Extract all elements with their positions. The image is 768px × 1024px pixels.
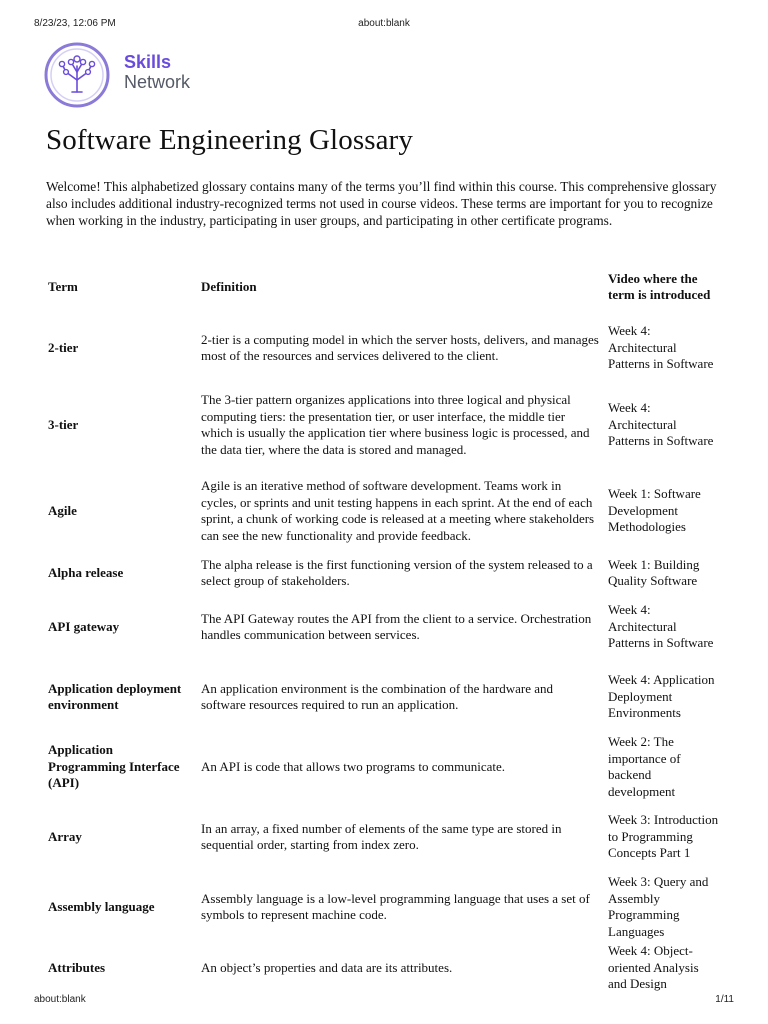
glossary-table bbox=[44, 260, 724, 994]
video-cell: Week 4: Architectural Patterns in Software bbox=[608, 323, 714, 372]
print-datetime: 8/23/23, 12:06 PM bbox=[34, 18, 116, 29]
term-cell: Application deployment environment bbox=[48, 680, 182, 712]
print-footer bbox=[0, 994, 768, 1008]
definition-cell: Agile is an iterative method of software development. Teams work in cycles, or sprints and unit testing happens in each sprint. At the end of each sprint, a chunk of working code is released at a meeting where stakeholders can see the new functionality and provide feedback. bbox=[201, 478, 595, 543]
intro-paragraph: Welcome! This alphabetized glossary contains many of the terms you’ll find within this course. This comprehensive glossary also includes additional industry-recognized terms not used in course videos. These terms are important for you to recognize when working in the industry, participating in user groups, and participating in other certificate programs. bbox=[46, 179, 717, 228]
definition-cell: An API is code that allows two programs to communicate. bbox=[201, 758, 506, 774]
definition-cell: The alpha release is the first functioning version of the system released to a select group of stakeholders. bbox=[201, 556, 593, 588]
term-cell: Array bbox=[48, 828, 82, 844]
table-header-row bbox=[44, 260, 724, 314]
print-page-title: about:blank bbox=[358, 18, 410, 29]
table-row bbox=[44, 592, 724, 662]
header-definition: Definition bbox=[201, 278, 257, 294]
print-url: about:blank bbox=[34, 994, 86, 1005]
table-row bbox=[44, 382, 724, 468]
video-cell: Week 1: Building Quality Software bbox=[608, 556, 700, 588]
definition-cell: 2-tier is a computing model in which the server hosts, delivers, and manages most of the resources and services delivered to the client. bbox=[201, 331, 599, 363]
page-title: Software Engineering Glossary bbox=[46, 124, 413, 156]
table-row bbox=[44, 942, 724, 994]
header-term: Term bbox=[48, 278, 78, 294]
print-page-number: 1/11 bbox=[715, 994, 734, 1005]
video-cell: Week 3: Introduction to Programming Concepts Part 1 bbox=[608, 812, 719, 861]
tree-network-icon bbox=[44, 42, 110, 108]
term-cell: Attributes bbox=[48, 959, 106, 975]
video-cell: Week 2: The importance of backend development bbox=[608, 734, 681, 799]
definition-cell: In an array, a fixed number of elements of the same type are stored in sequential order, starting from index zero. bbox=[201, 820, 562, 852]
term-cell: API gateway bbox=[48, 618, 120, 634]
header-video: Video where the term is introduced bbox=[608, 270, 711, 302]
definition-cell: The API Gateway routes the API from the client to a service. Orchestration handles communication between services. bbox=[201, 610, 592, 642]
table-row bbox=[44, 802, 724, 872]
term-cell: Agile bbox=[48, 502, 77, 518]
video-cell: Week 4: Application Deployment Environments bbox=[608, 672, 715, 721]
video-cell: Week 1: Software Development Methodologies bbox=[608, 486, 701, 535]
definition-cell: An application environment is the combination of the hardware and software resources required to run an application. bbox=[201, 680, 553, 712]
video-cell: Week 4: Object-oriented Analysis and Design bbox=[608, 943, 699, 992]
definition-cell: An object’s properties and data are its attributes. bbox=[201, 959, 453, 975]
skills-network-logo bbox=[44, 42, 244, 108]
term-cell: Assembly language bbox=[48, 898, 155, 914]
table-row bbox=[44, 314, 724, 382]
table-row bbox=[44, 872, 724, 942]
table-row bbox=[44, 554, 724, 592]
definition-cell: The 3-tier pattern organizes applications into three logical and physical computing tiers: the presentation tier, or user interface, the middle tier which is usually the application tier where business logic is processed, and the data tier, where the data is stored and managed. bbox=[201, 392, 590, 457]
definition-cell: Assembly language is a low-level programming language that uses a set of symbols to represent machine code. bbox=[201, 890, 590, 922]
term-cell: 2-tier bbox=[48, 339, 79, 355]
term-cell: Alpha release bbox=[48, 564, 124, 580]
video-cell: Week 4: Architectural Patterns in Software bbox=[608, 602, 714, 651]
term-cell: Application Programming Interface (API) bbox=[48, 742, 180, 791]
table-row bbox=[44, 468, 724, 554]
term-cell: 3-tier bbox=[48, 416, 79, 432]
table-row bbox=[44, 732, 724, 802]
print-header bbox=[0, 18, 768, 32]
video-cell: Week 3: Query and Assembly Programming Languages bbox=[608, 874, 709, 939]
logo-line-1: Skills bbox=[124, 52, 172, 72]
video-cell: Week 4: Architectural Patterns in Software bbox=[608, 400, 714, 449]
logo-line-2: Network bbox=[124, 72, 191, 92]
table-row bbox=[44, 662, 724, 732]
